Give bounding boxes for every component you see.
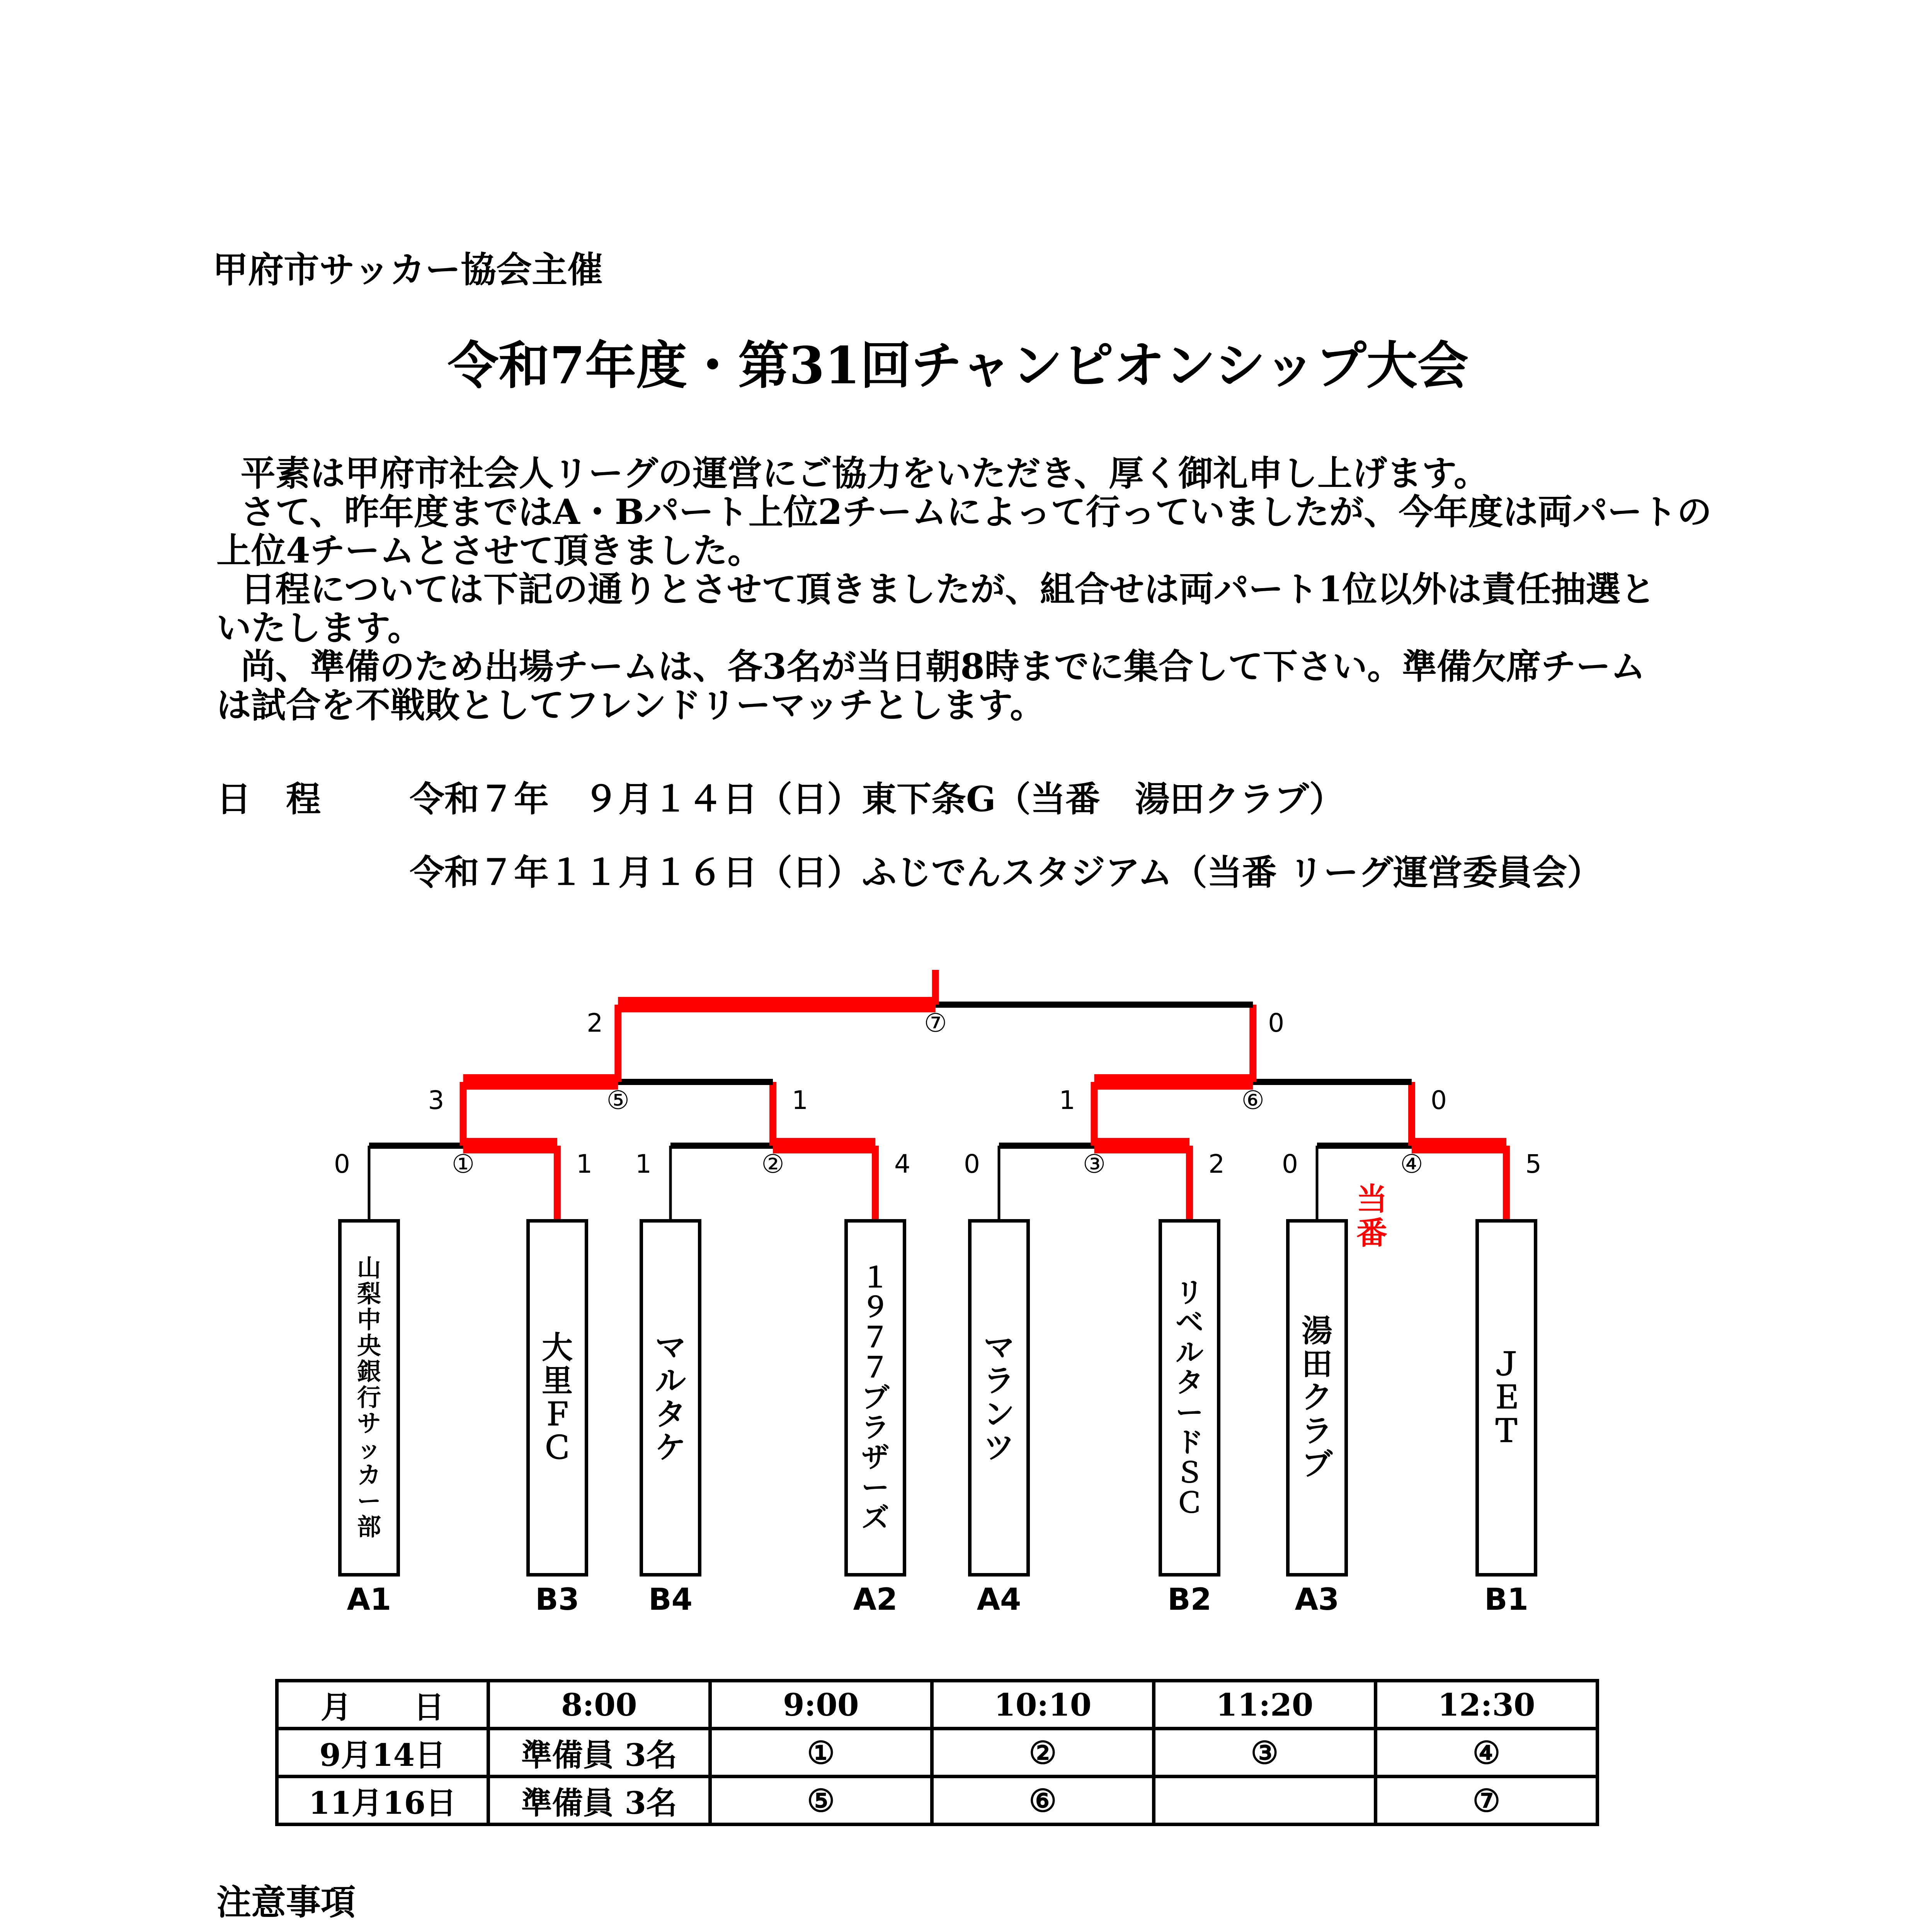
team-box (526, 1219, 588, 1577)
intro-text-2: さて、昨年度まではA・Bパート上位2チームによって行っていましたが、今年度は両パートの (240, 492, 1712, 532)
team-name-char: ー (1175, 1396, 1203, 1429)
score-label: 3 (428, 1085, 444, 1115)
timetable (275, 1679, 1599, 1826)
score-label: 0 (1268, 1008, 1285, 1038)
team-name-char: 部 (357, 1512, 381, 1541)
timetable-header-cell: 9:00 (710, 1681, 932, 1729)
timetable-header-cell: 8:00 (488, 1681, 710, 1729)
seed-label: A3 (1295, 1582, 1339, 1617)
team-name-char: 銀 (357, 1357, 381, 1386)
intro-line-6 (216, 647, 1645, 686)
score-label: 1 (1059, 1085, 1075, 1115)
team-name-char: ラ (1302, 1413, 1332, 1449)
team-name-char: Ｃ (542, 1429, 573, 1466)
intro-line-7: は試合を不戦敗としてフレンドリーマッチとします。 (216, 685, 1045, 726)
team-name-char: Ｃ (1175, 1486, 1203, 1519)
timetable-cell: ① (710, 1729, 932, 1777)
score-label: 1 (792, 1085, 808, 1115)
schedule-label: 日 程 (216, 779, 321, 820)
timetable-cell: 9月14日 (277, 1729, 488, 1777)
team-name-char: ク (1302, 1379, 1332, 1416)
team-box (640, 1219, 701, 1577)
team-name-char: 大 (542, 1329, 573, 1366)
timetable-cell: ④ (1375, 1729, 1597, 1777)
team-name-char: ７ (861, 1351, 889, 1384)
score-label: 1 (635, 1149, 652, 1179)
seed-label: B3 (535, 1582, 579, 1617)
page-title: 令和7年度・第31回チャンピオンシップ大会 (448, 336, 1468, 396)
team-name-char: ツ (984, 1429, 1014, 1466)
organizer-line: 甲府市サッカー協会主催 (213, 249, 603, 291)
team-name-char: リ (1175, 1276, 1203, 1309)
intro-line-5 (216, 609, 422, 647)
team-name-char: ー (357, 1486, 381, 1515)
team-name-char: 田 (1302, 1346, 1332, 1382)
team-name-char: Ｔ (1491, 1413, 1522, 1449)
match-number: ② (761, 1149, 784, 1179)
team-box (1286, 1219, 1348, 1577)
team-name-char: 行 (357, 1383, 381, 1412)
schedule-day-1: 令和７年 ９月１４日（日）東下条G（当番 湯田クラブ） (410, 779, 1344, 820)
team-box (1475, 1219, 1537, 1577)
intro-line-3: 上位4チームとさせて頂きました。 (216, 530, 762, 571)
score-label: 2 (587, 1008, 603, 1038)
team-name-char: １ (861, 1261, 889, 1294)
score-label: 2 (1208, 1149, 1225, 1179)
seed-label: B2 (1167, 1582, 1212, 1617)
timetable-cell: 準備員 3名 (488, 1777, 710, 1825)
timetable-header-cell: 10:10 (932, 1681, 1154, 1729)
team-name-char: マ (655, 1329, 686, 1366)
duty-label-char: 番 (1356, 1215, 1387, 1251)
match-number: ③ (1082, 1149, 1106, 1179)
intro-line-4 (216, 570, 1656, 609)
team-box (1159, 1219, 1220, 1577)
intro-emphasis-2: いたします。 (216, 607, 422, 648)
team-name-char: Ｊ (1491, 1346, 1522, 1382)
score-label: 0 (964, 1149, 980, 1179)
intro-emphasis-1: 組合せは両パート1位以外は責任抽選と (1040, 569, 1656, 610)
team-name-char: サ (357, 1409, 381, 1437)
timetable-cell: ③ (1154, 1729, 1375, 1777)
match-number: ⑤ (606, 1085, 630, 1115)
team-name-char: 里 (542, 1363, 573, 1399)
team-name-char: 梨 (357, 1280, 381, 1308)
duty-label-char: 当 (1356, 1181, 1387, 1217)
timetable-cell: 11月16日 (277, 1777, 488, 1825)
timetable-cell: 準備員 3名 (488, 1729, 710, 1777)
intro-text-4: 日程については下記の通りとさせて頂きましたが、 (240, 569, 1040, 610)
team-box (844, 1219, 906, 1577)
match-number: ④ (1400, 1149, 1423, 1179)
seed-label: A2 (853, 1582, 898, 1617)
intro-line-1 (216, 454, 1489, 493)
timetable-cell (1154, 1777, 1375, 1825)
team-box (968, 1219, 1030, 1577)
team-name-char: 中 (357, 1306, 381, 1334)
team-name-char: ９ (861, 1291, 889, 1324)
timetable-row (277, 1729, 1598, 1777)
timetable-header-row (277, 1681, 1598, 1729)
notes-heading: 注意事項 (216, 1882, 356, 1923)
timetable-header-cell: 月 日 (277, 1681, 488, 1729)
team-name-char: ン (984, 1396, 1014, 1432)
team-name-char: ラ (984, 1363, 1014, 1399)
team-box (338, 1219, 400, 1577)
team-name-char: 湯 (1302, 1313, 1332, 1349)
timetable-row (277, 1777, 1598, 1825)
score-label: 4 (894, 1149, 910, 1179)
team-name-char: ズ (861, 1501, 889, 1534)
team-name-char: ケ (655, 1429, 686, 1466)
team-name-char: 山 (357, 1254, 381, 1282)
team-name-char: ル (1175, 1336, 1203, 1369)
match-number: ⑦ (924, 1008, 947, 1038)
score-label: 0 (1282, 1149, 1298, 1179)
timetable-header-cell: 12:30 (1375, 1681, 1597, 1729)
team-name-char: ７ (861, 1321, 889, 1354)
seed-label: B4 (648, 1582, 693, 1617)
timetable-header-cell: 11:20 (1154, 1681, 1375, 1729)
seed-label: A1 (347, 1582, 391, 1617)
duty-label (1353, 1182, 1391, 1250)
intro-text-1: 平素は甲府市社会人リーグの運営にご協力をいただき、厚く御礼申し上げます。 (240, 453, 1489, 494)
timetable-cell: ② (932, 1729, 1154, 1777)
team-name-char: タ (1175, 1366, 1203, 1399)
score-label: 0 (334, 1149, 350, 1179)
team-name-char: ザ (861, 1441, 889, 1474)
team-name-char: カ (357, 1461, 381, 1489)
team-name-char: ッ (357, 1435, 381, 1463)
team-name-char: Ｅ (1491, 1379, 1522, 1416)
score-label: 0 (1431, 1085, 1447, 1115)
team-name-char: ラ (861, 1411, 889, 1444)
match-number: ⑥ (1241, 1085, 1264, 1115)
team-name-char: ル (655, 1363, 686, 1399)
seed-label: B1 (1484, 1582, 1528, 1617)
score-label: 5 (1525, 1149, 1542, 1179)
tournament-bracket (0, 958, 1916, 1229)
team-name-char: ブ (1302, 1446, 1332, 1483)
team-name-char: ブ (861, 1381, 889, 1414)
team-name-char: Ｓ (1175, 1456, 1203, 1489)
team-name-char: 央 (357, 1332, 381, 1360)
team-name-char: タ (655, 1396, 686, 1432)
team-name-char: ベ (1175, 1306, 1203, 1339)
schedule-day-2: 令和７年１１月１６日（日）ふじでんスタジアム（当番 リーグ運営委員会） (410, 852, 1602, 893)
intro-text-6: 尚、準備のため出場チームは、各3名が当日朝8時までに集合して下さい。準備欠席チーム (240, 646, 1645, 687)
timetable-cell: ⑦ (1375, 1777, 1597, 1825)
intro-line-2 (216, 493, 1712, 531)
timetable-cell: ⑤ (710, 1777, 932, 1825)
match-number: ① (451, 1149, 475, 1179)
timetable-cell: ⑥ (932, 1777, 1154, 1825)
team-name-char: ド (1175, 1426, 1203, 1459)
score-label: 1 (576, 1149, 592, 1179)
seed-label: A4 (977, 1582, 1021, 1617)
team-name-char: Ｆ (542, 1396, 573, 1432)
team-name-char: マ (984, 1329, 1014, 1366)
team-name-char: ー (861, 1471, 889, 1504)
